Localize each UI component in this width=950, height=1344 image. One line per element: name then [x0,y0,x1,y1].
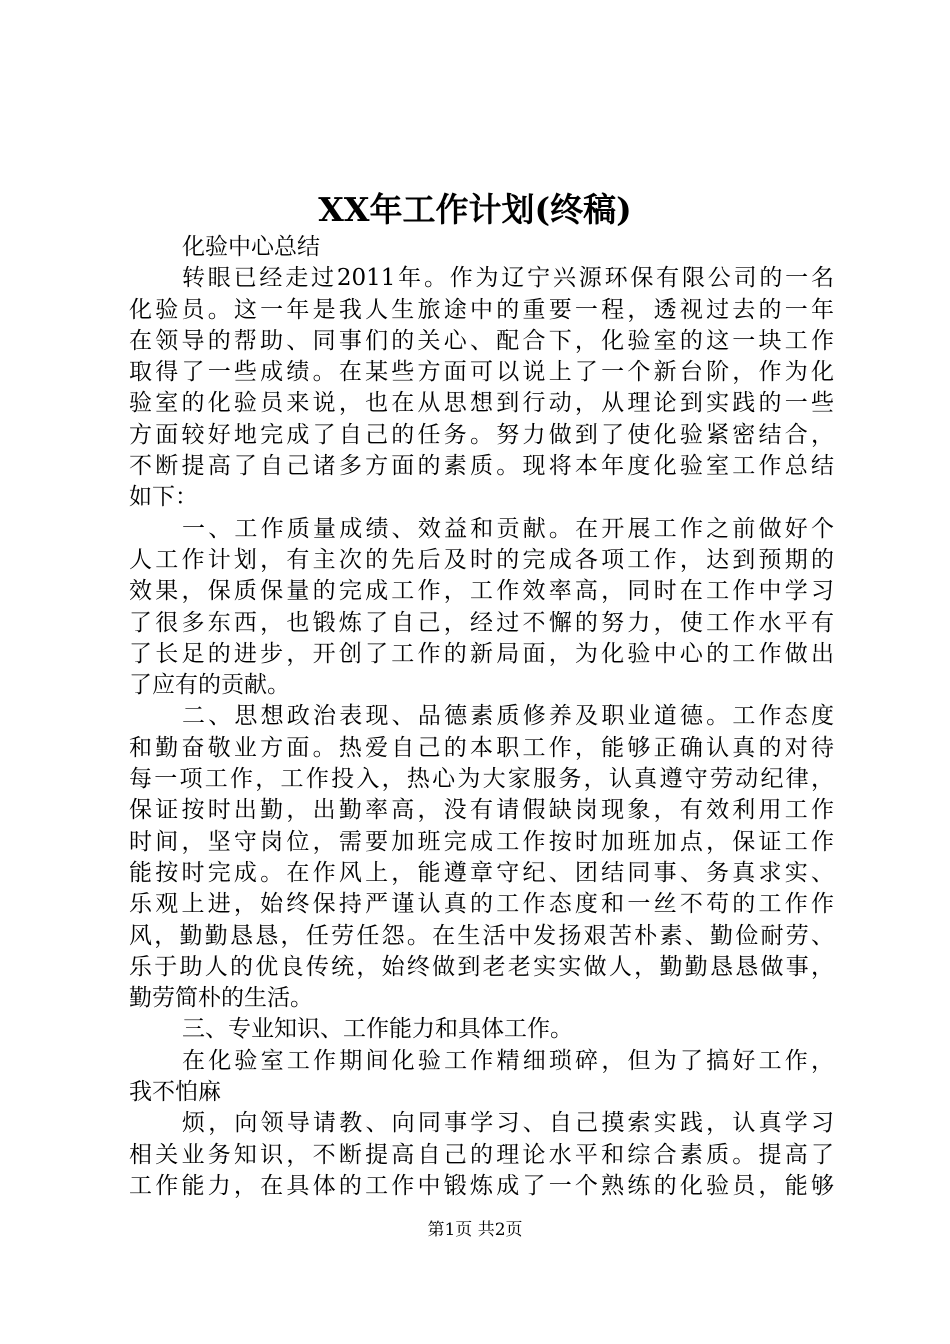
text-line: 如下： [129,484,198,511]
text-line: 转眼已经走过2011年。作为辽宁兴源环保有限公司的一名 [182,265,834,292]
text-line: 保证按时出勤，出勤率高，没有请假缺岗现象，有效利用工作 [129,797,834,824]
page-footer: 第1页 共2页 [427,1220,523,1240]
text-line: 了很多东西，也锻炼了自己，经过不懈的努力，使工作水平有 [129,609,834,636]
text-line: 乐观上进，始终保持严谨认真的工作态度和一丝不苟的工作作 [129,891,834,918]
document-body [129,232,834,1202]
text-line: 相关业务知识，不断提高自己的理论水平和综合素质。提高了 [129,1141,834,1168]
text-line: 不断提高了自己诸多方面的素质。现将本年度化验室工作总结 [129,453,834,480]
text-line: 化验员。这一年是我人生旅途中的重要一程，透视过去的一年 [129,296,834,323]
text-line: 时间，坚守岗位，需要加班完成工作按时加班加点，保证工作 [129,828,834,855]
text-line: 取得了一些成绩。在某些方面可以说上了一个新台阶，作为化 [129,359,834,386]
text-line: 能按时完成。在作风上，能遵章守纪、团结同事、务真求实、 [129,859,834,886]
text-line: 方面较好地完成了自己的任务。努力做到了使化验紧密结合， [129,421,834,448]
text-line: 和勤奋敬业方面。热爱自己的本职工作，能够正确认真的对待 [129,734,834,761]
text-line: 了应有的贡献。 [129,672,290,699]
text-line: 在领导的帮助、同事们的关心、配合下，化验室的这一块工作 [129,327,834,354]
text-line: 验室的化验员来说，也在从思想到行动，从理论到实践的一些 [129,390,834,417]
text-line: 三、专业知识、工作能力和具体工作。 [182,1016,573,1043]
text-line: 二、思想政治表现、品德素质修养及职业道德。工作态度 [182,703,834,730]
text-line: 烦，向领导请教、向同事学习、自己摸索实践，认真学习 [182,1110,834,1137]
document-title: XX年工作计划(终稿) [318,190,632,229]
text-line: 每一项工作，工作投入，热心为大家服务，认真遵守劳动纪律， [129,766,834,793]
text-line: 效果，保质保量的完成工作，工作效率高，同时在工作中学习 [129,578,834,605]
text-line: 乐于助人的优良传统，始终做到老老实实做人，勤勤恳恳做事， [129,953,834,980]
text-line: 勤劳简朴的生活。 [129,985,313,1012]
text-line: 在化验室工作期间化验工作精细琐碎，但为了搞好工作， [182,1047,834,1074]
text-line: 一、工作质量成绩、效益和贡献。在开展工作之前做好个 [182,515,834,542]
text-line: 化验中心总结 [182,234,320,260]
text-line: 了长足的进步，开创了工作的新局面，为化验中心的工作做出 [129,640,834,667]
text-line: 风，勤勤恳恳，任劳任怨。在生活中发扬艰苦朴素、勤俭耐劳、 [129,922,834,949]
text-line: 人工作计划，有主次的先后及时的完成各项工作，达到预期的 [129,546,834,573]
text-line: 工作能力，在具体的工作中锻炼成了一个熟练的化验员，能够 [129,1172,834,1199]
text-line: 我不怕麻 [129,1079,221,1106]
